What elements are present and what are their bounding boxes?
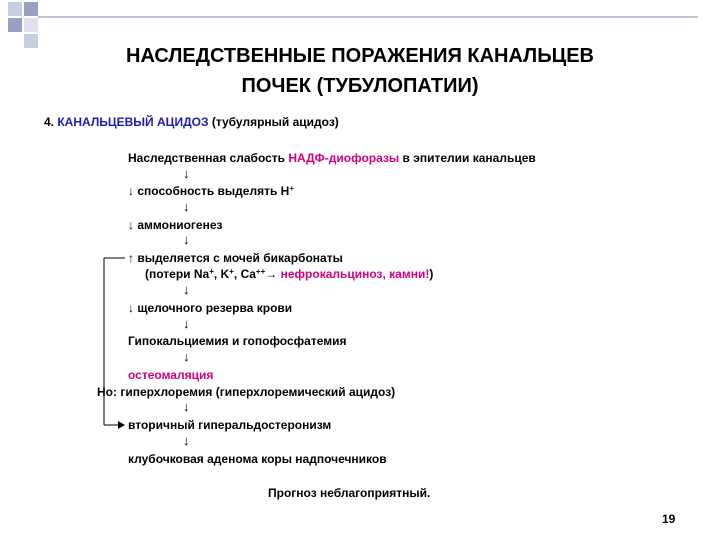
down-arrow-icon: ↓ <box>183 316 190 331</box>
chain-step-hypocalcemia: Гипокальциемия и гопофосфатемия <box>128 334 347 348</box>
down-arrow-icon: ↓ <box>183 399 190 414</box>
chain-step-osteomalacia: остеомаляция <box>128 368 214 382</box>
section-name: КАНАЛЬЦЕВЫЙ АЦИДОЗ <box>57 115 209 129</box>
ammoniogenesis-text: аммониогенез <box>137 218 223 232</box>
down-arrow-icon: ↓ <box>183 166 190 181</box>
k-ion: , K <box>213 267 230 281</box>
cause-location: в эпителии канальцев <box>402 151 536 165</box>
section-note: (тубулярный ацидоз) <box>211 115 339 129</box>
cause-text: Наследственная слабость <box>128 151 286 165</box>
down-arrow-icon: ↓ <box>183 232 190 247</box>
na-charge: + <box>209 267 214 276</box>
h-excretion-text: способность выделять H <box>137 184 290 198</box>
enzyme-highlight: НАДФ-диофоразы <box>288 151 400 165</box>
chain-step-adenoma: клубочковая аденома коры надпочечников <box>128 452 387 466</box>
alkaline-reserve-text: щелочного резерва крови <box>137 301 293 315</box>
down-arrow-icon: ↓ <box>128 218 134 232</box>
down-arrow-icon: ↓ <box>183 433 190 448</box>
chain-step-hyperchloremia: Но: гиперхлоремия (гиперхлоремический ацидоз) <box>97 385 396 399</box>
down-arrow-icon: ↓ <box>183 349 190 364</box>
bracket-arrowhead <box>118 421 125 429</box>
slide-title-line1: НАСЛЕДСТВЕННЫЕ ПОРАЖЕНИЯ КАНАЛЬЦЕВ <box>126 45 594 67</box>
chain-step-hyperaldosteronism: вторичный гиперальдостеронизм <box>128 418 332 432</box>
k-charge: + <box>229 267 234 276</box>
ion-loss-text: (потери Na <box>145 267 210 281</box>
down-arrow-icon: ↓ <box>183 199 190 214</box>
closing-paren: ) <box>429 267 434 281</box>
down-arrow-icon: ↓ <box>128 301 134 315</box>
slide-title-line2: ПОЧЕК (ТУБУЛОПАТИИ) <box>241 75 479 97</box>
prognosis: Прогноз неблагоприятный. <box>268 486 431 500</box>
section-number: 4. <box>44 115 55 129</box>
ca-charge: ++ <box>255 267 266 276</box>
ca-ion: , Ca <box>233 267 256 281</box>
down-arrow-icon: ↓ <box>183 282 190 297</box>
right-arrow-icon: → <box>265 267 278 281</box>
down-arrow-icon: ↓ <box>128 184 134 198</box>
nephrocalcinosis-highlight: нефрокальциноз, камни! <box>280 267 430 281</box>
bicarbonate-text: выделяется с мочей бикарбонаты <box>137 251 343 265</box>
h-charge: + <box>289 184 295 193</box>
page-number: 19 <box>662 512 676 526</box>
up-arrow-icon: ↑ <box>128 251 134 265</box>
